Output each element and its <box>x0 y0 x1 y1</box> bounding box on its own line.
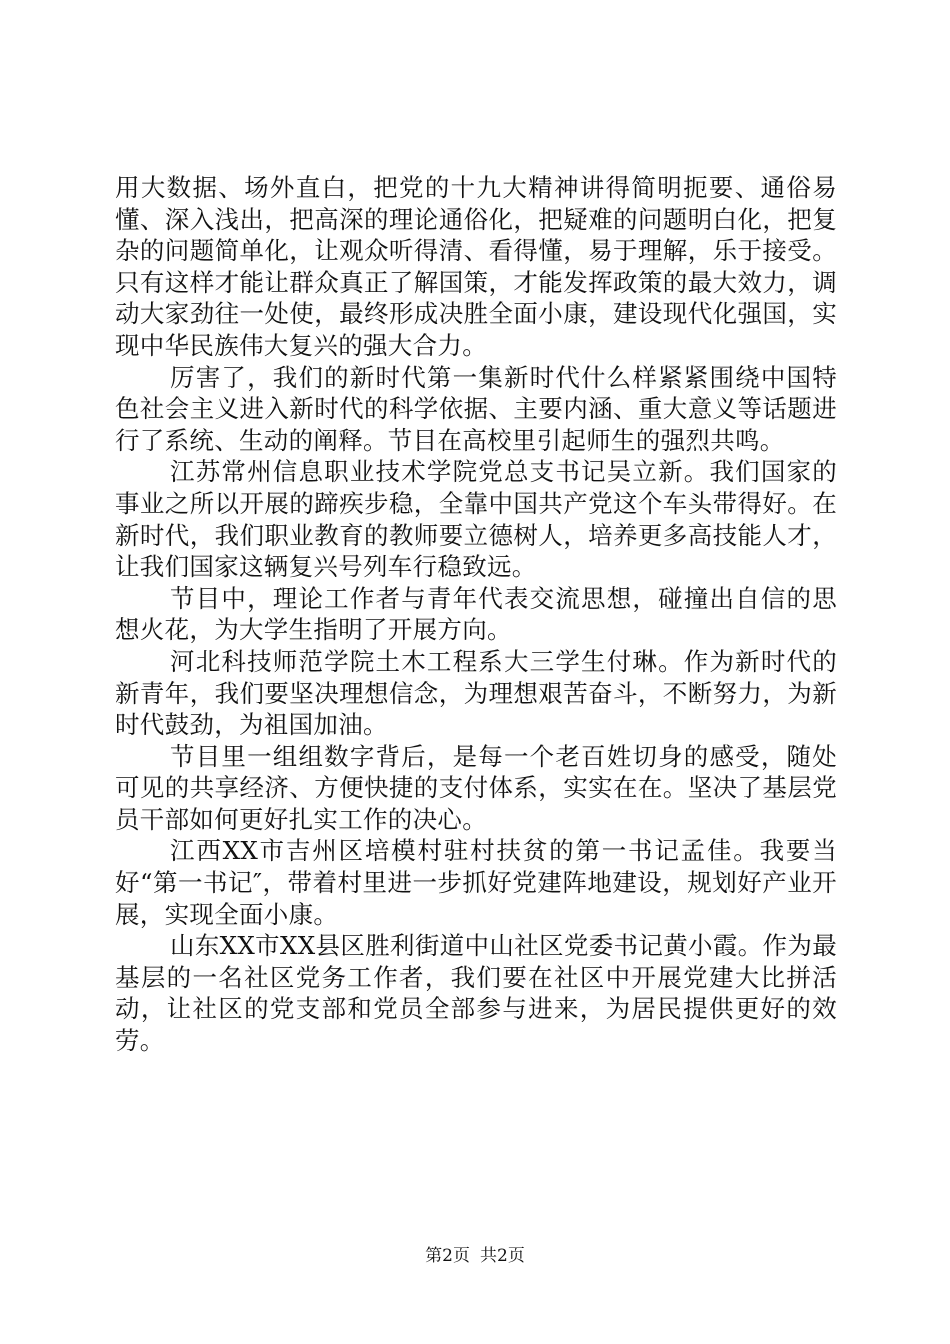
paragraph-jiangxi-quote: 江西XX市吉州区培模村驻村扶贫的第一书记孟佳。我要当好“第一书记″，带着村里进一步抓好党建阵地建设，规划好产业开展，实现全面小康。 <box>115 836 837 929</box>
paragraph-numbers: 节目里一组组数字背后，是每一个老百姓切身的感受，随处可见的共享经济、方便快捷的支付体系，实实在在。坚决了基层党员干部如何更好扎实工作的决心。 <box>115 741 837 834</box>
paragraph-continuation: 用大数据、场外直白，把党的十九大精神讲得简明扼要、通俗易懂、深入浅出，把高深的理论通俗化，把疑难的问题明白化，把复杂的问题简单化，让观众听得清、看得懂，易于理解，乐于接受。只有这样才能让群众真正了解国策，才能发挥政策的最大效力，调动大家劲往一处使，最终形成决胜全面小康，建设现代化强国，实现中华民族伟大复兴的强大合力。 <box>115 173 837 360</box>
paragraph-theory-exchange: 节目中，理论工作者与青年代表交流思想，碰撞出自信的思想火花，为大学生指明了开展方向。 <box>115 583 837 645</box>
page-total: 共2页 <box>480 1246 525 1266</box>
paragraph-shandong-quote: 山东XX市XX县区胜利街道中山社区党委书记黄小霞。作为最基层的一名社区党务工作者，我们要在社区中开展党建大比拼活动，让社区的党支部和党员全部参与进来，为居民提供更好的效劳。 <box>115 931 837 1056</box>
document-body <box>115 172 837 1057</box>
paragraph-hebei-quote: 河北科技师范学院土木工程系大三学生付琳。作为新时代的新青年，我们要坚决理想信念，为理想艰苦奋斗，不断努力，为新时代鼓劲，为祖国加油。 <box>115 646 837 740</box>
page-number: 第2页 <box>425 1246 470 1266</box>
page-footer <box>0 1245 950 1267</box>
paragraph-program-overview: 厉害了，我们的新时代第一集新时代什么样紧紧围绕中国特色社会主义进入新时代的科学依据、主要内涵、重大意义等话题进行了系统、生动的阐释。节目在高校里引起师生的强烈共鸣。 <box>115 362 837 455</box>
paragraph-jiangsu-quote: 江苏常州信息职业技术学院党总支书记吴立新。我们国家的事业之所以开展的蹄疾步稳，全靠中国共产党这个车头带得好。在新时代，我们职业教育的教师要立德树人，培养更多高技能人才，让我们国家这辆复兴号列车行稳致远。 <box>115 457 837 582</box>
